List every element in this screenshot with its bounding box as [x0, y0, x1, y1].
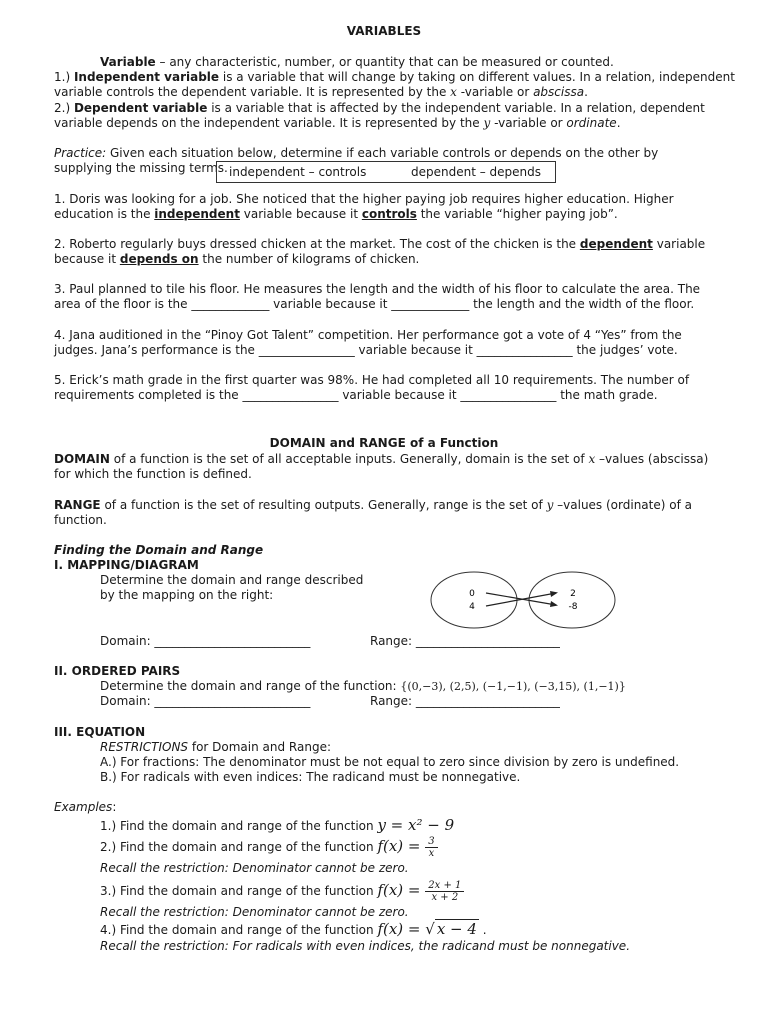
- mapping-diagram: [428, 568, 620, 632]
- map-left-1: 4: [469, 602, 475, 612]
- map-right-0: 2: [570, 589, 576, 599]
- word-bank-left: independent – controls: [229, 165, 367, 179]
- map-left-0: 0: [469, 589, 475, 599]
- example-4-radicand: x − 4: [436, 920, 477, 938]
- dependent-def-line1: 2.) Dependent variable is a variable that is affected by the independent variable. In a relation, dependent: [54, 101, 705, 115]
- range-def-line1: RANGE of a function is the set of resulting outputs. Generally, range is the set of y –values (ordinate) of a: [54, 498, 692, 512]
- ordered-pairs-range-blank: Range: ________________________: [370, 694, 560, 708]
- ordered-pairs-heading: II. ORDERED PAIRS: [54, 664, 181, 678]
- range-oval: [529, 572, 615, 628]
- page-title: VARIABLES: [346, 24, 422, 38]
- mapping-text1: Determine the domain and range described: [100, 573, 364, 587]
- restrictions-title: RESTRICTIONS for Domain and Range:: [100, 740, 332, 754]
- recall-2: Recall the restriction: Denominator cannot be zero.: [100, 905, 409, 919]
- example-2: 2.) Find the domain and range of the function f(x) = $\frac{3}{x}$: [100, 834, 714, 859]
- mapping-range-blank: Range: ________________________: [370, 634, 560, 648]
- mapping-text2: by the mapping on the right:: [100, 588, 274, 602]
- ordered-pairs-domain-blank: Domain: __________________________: [100, 694, 311, 708]
- item-1-line2: education is the independent variable because it controls the variable “higher paying job”.: [54, 207, 618, 221]
- range-def-line2: function.: [54, 513, 107, 527]
- word-bank-box: [216, 161, 556, 183]
- restriction-b: B.) For radicals with even indices: The radicand must be nonnegative.: [100, 770, 521, 784]
- variable-definition: Variable – any characteristic, number, or quantity that can be measured or counted.: [100, 55, 614, 69]
- example-2-fraction: $\frac{3}{x}$: [425, 836, 437, 859]
- item-5-line1: 5. Erick’s math grade in the first quarter was 98%. He had completed all 10 requirements. The number of: [54, 373, 690, 387]
- independent-def-line1: 1.) Independent variable is a variable that will change by taking on different values. In a relation, independent: [54, 70, 735, 84]
- item-5-line2: requirements completed is the ________________ variable because it ________________ the math grade.: [54, 388, 658, 402]
- examples-label: Examples:: [54, 800, 117, 814]
- recall-1: Recall the restriction: Denominator cannot be zero.: [100, 861, 409, 875]
- example-3: 3.) Find the domain and range of the function f(x) = $\frac{2x + 1}{x + 2}$: [100, 877, 714, 904]
- example-4: 4.) Find the domain and range of the function f(x) = √ x − 4 .: [100, 920, 487, 938]
- practice-line2: supplying the missing terms.: [54, 161, 228, 175]
- section-title-domain-range: DOMAIN and RANGE of a Function: [269, 436, 499, 450]
- mapping-domain-blank: Domain: __________________________: [100, 634, 311, 648]
- item-3-line2: area of the floor is the _____________ variable because it _____________ the length and the width of the floor.: [54, 297, 695, 311]
- item-2-line1: 2. Roberto regularly buys dressed chicken at the market. The cost of the chicken is the dependent variable: [54, 237, 706, 251]
- item-3-line1: 3. Paul planned to tile his floor. He measures the length and the width of his floor to calculate the area. The: [54, 282, 701, 296]
- equation-heading: III. EQUATION: [54, 725, 146, 739]
- map-right-1: -8: [568, 602, 578, 612]
- domain-def-line1: DOMAIN of a function is the set of all acceptable inputs. Generally, domain is the set of x –values (abscissa): [54, 452, 709, 466]
- practice-line1: Practice: Given each situation below, determine if each variable controls or depends on the other by: [54, 146, 659, 160]
- item-4-line1: 4. Jana auditioned in the “Pinoy Got Talent” competition. Her performance got a vote of 4 “Yes” from the: [54, 328, 682, 342]
- map-arrowhead-1: [550, 591, 558, 597]
- domain-def-line2: for which the function is defined.: [54, 467, 252, 481]
- recall-3: Recall the restriction: For radicals with even indices, the radicand must be nonnegative.: [100, 939, 631, 953]
- independent-def-line2: variable controls the dependent variable. It is represented by the x -variable or abscissa.: [54, 85, 588, 99]
- restriction-a: A.) For fractions: The denominator must be not equal to zero since division by zero is undefined.: [100, 755, 680, 769]
- domain-oval: [431, 572, 517, 628]
- example-1-equation: y = x² − 9: [377, 816, 455, 834]
- ordered-pairs-text: Determine the domain and range of the function: {(0,−3), (2,5), (−1,−1), (−3,15), (1,−1)}: [100, 679, 626, 693]
- example-3-fraction: $\frac{2x + 1}{x + 2}$: [425, 880, 464, 903]
- example-1: 1.) Find the domain and range of the function y = x² − 9: [100, 816, 455, 834]
- dependent-def-line2: variable depends on the independent variable. It is represented by the y -variable or ordinate.: [54, 116, 621, 130]
- radical-sign-icon: √: [425, 920, 435, 938]
- item-1-line1: 1. Doris was looking for a job. She noticed that the higher paying job requires higher education. Higher: [54, 192, 674, 206]
- ordered-pairs-set: {(0,−3), (2,5), (−1,−1), (−3,15), (1,−1)}: [400, 680, 626, 693]
- finding-heading: Finding the Domain and Range: [54, 543, 264, 557]
- mapping-heading: I. MAPPING/DIAGRAM: [54, 558, 199, 572]
- map-arrowhead-0: [550, 601, 558, 607]
- item-4-line2: judges. Jana’s performance is the ________________ variable because it ________________ the judges’ vote.: [54, 343, 678, 357]
- word-bank-right: dependent – depends: [411, 165, 542, 179]
- item-2-line2: because it depends on the number of kilograms of chicken.: [54, 252, 420, 266]
